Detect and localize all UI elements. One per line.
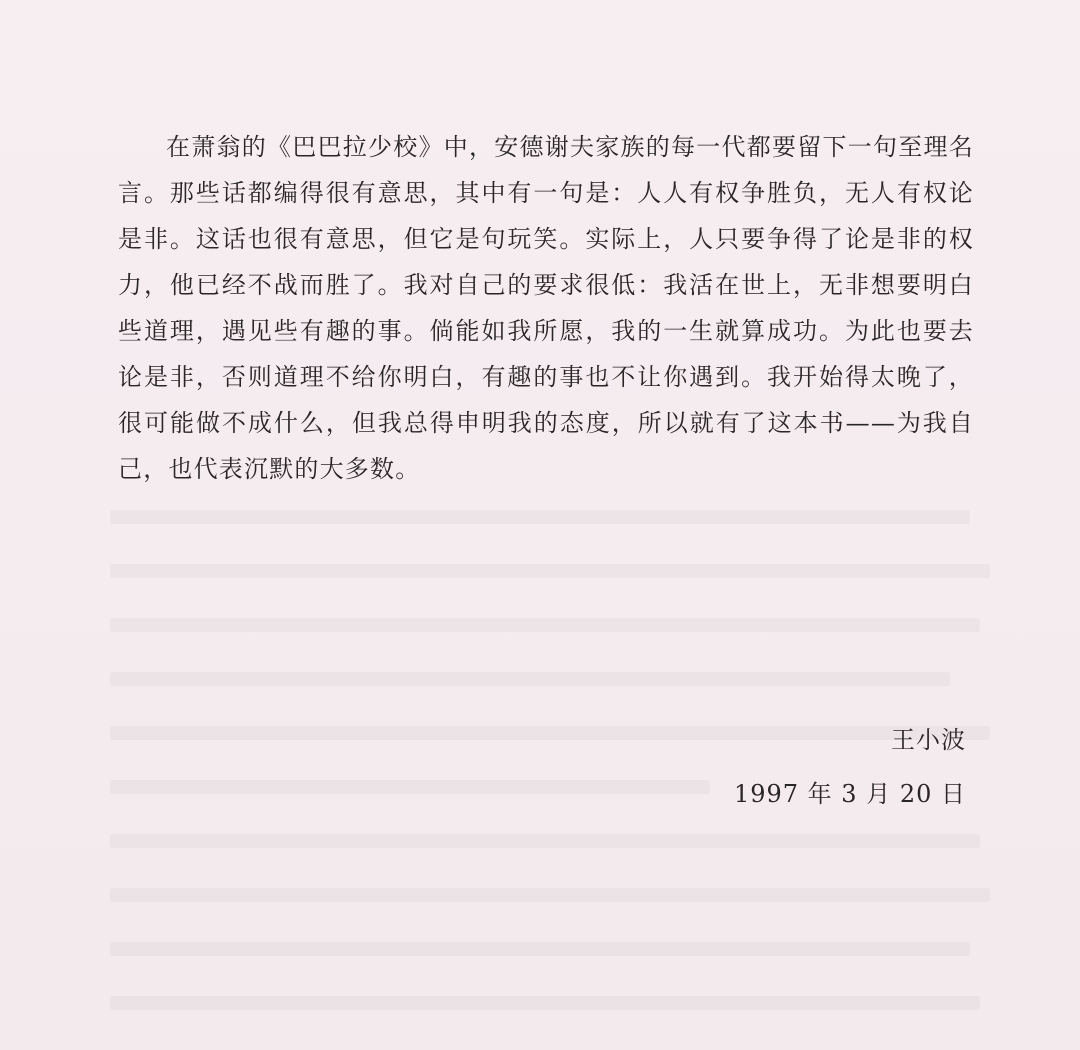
bleed-line	[110, 888, 990, 902]
bleed-line	[110, 834, 980, 848]
bleed-line	[110, 618, 980, 632]
bleed-line	[110, 996, 980, 1010]
bleed-line	[110, 672, 950, 686]
bleed-line	[110, 726, 990, 740]
reverse-side-bleed-through	[110, 510, 1010, 1030]
bleed-line	[110, 564, 990, 578]
bleed-line	[110, 510, 970, 524]
body-paragraph: 在萧翁的《巴巴拉少校》中，安德谢夫家族的每一代都要留下一句至理名言。那些话都编得很有意思，其中有一句是：人人有权争胜负，无人有权论是非。这话也很有意思，但它是句玩笑。实际上，人只要争得了论是非的权力，他已经不战而胜了。我对自己的要求很低：我活在世上，无非想要明白些道理，遇见些有趣的事。倘能如我所愿，我的一生就算成功。为此也要去论是非，否则道理不给你明白，有趣的事也不让你遇到。我开始得太晚了，很可能做不成什么，但我总得申明我的态度，所以就有了这本书——为我自己，也代表沉默的大多数。	[118, 133, 974, 483]
bleed-line	[110, 780, 710, 794]
date-line: 1997 年 3 月 20 日	[733, 780, 966, 808]
bleed-line	[110, 942, 970, 956]
author-signature: 王小波	[891, 726, 966, 754]
